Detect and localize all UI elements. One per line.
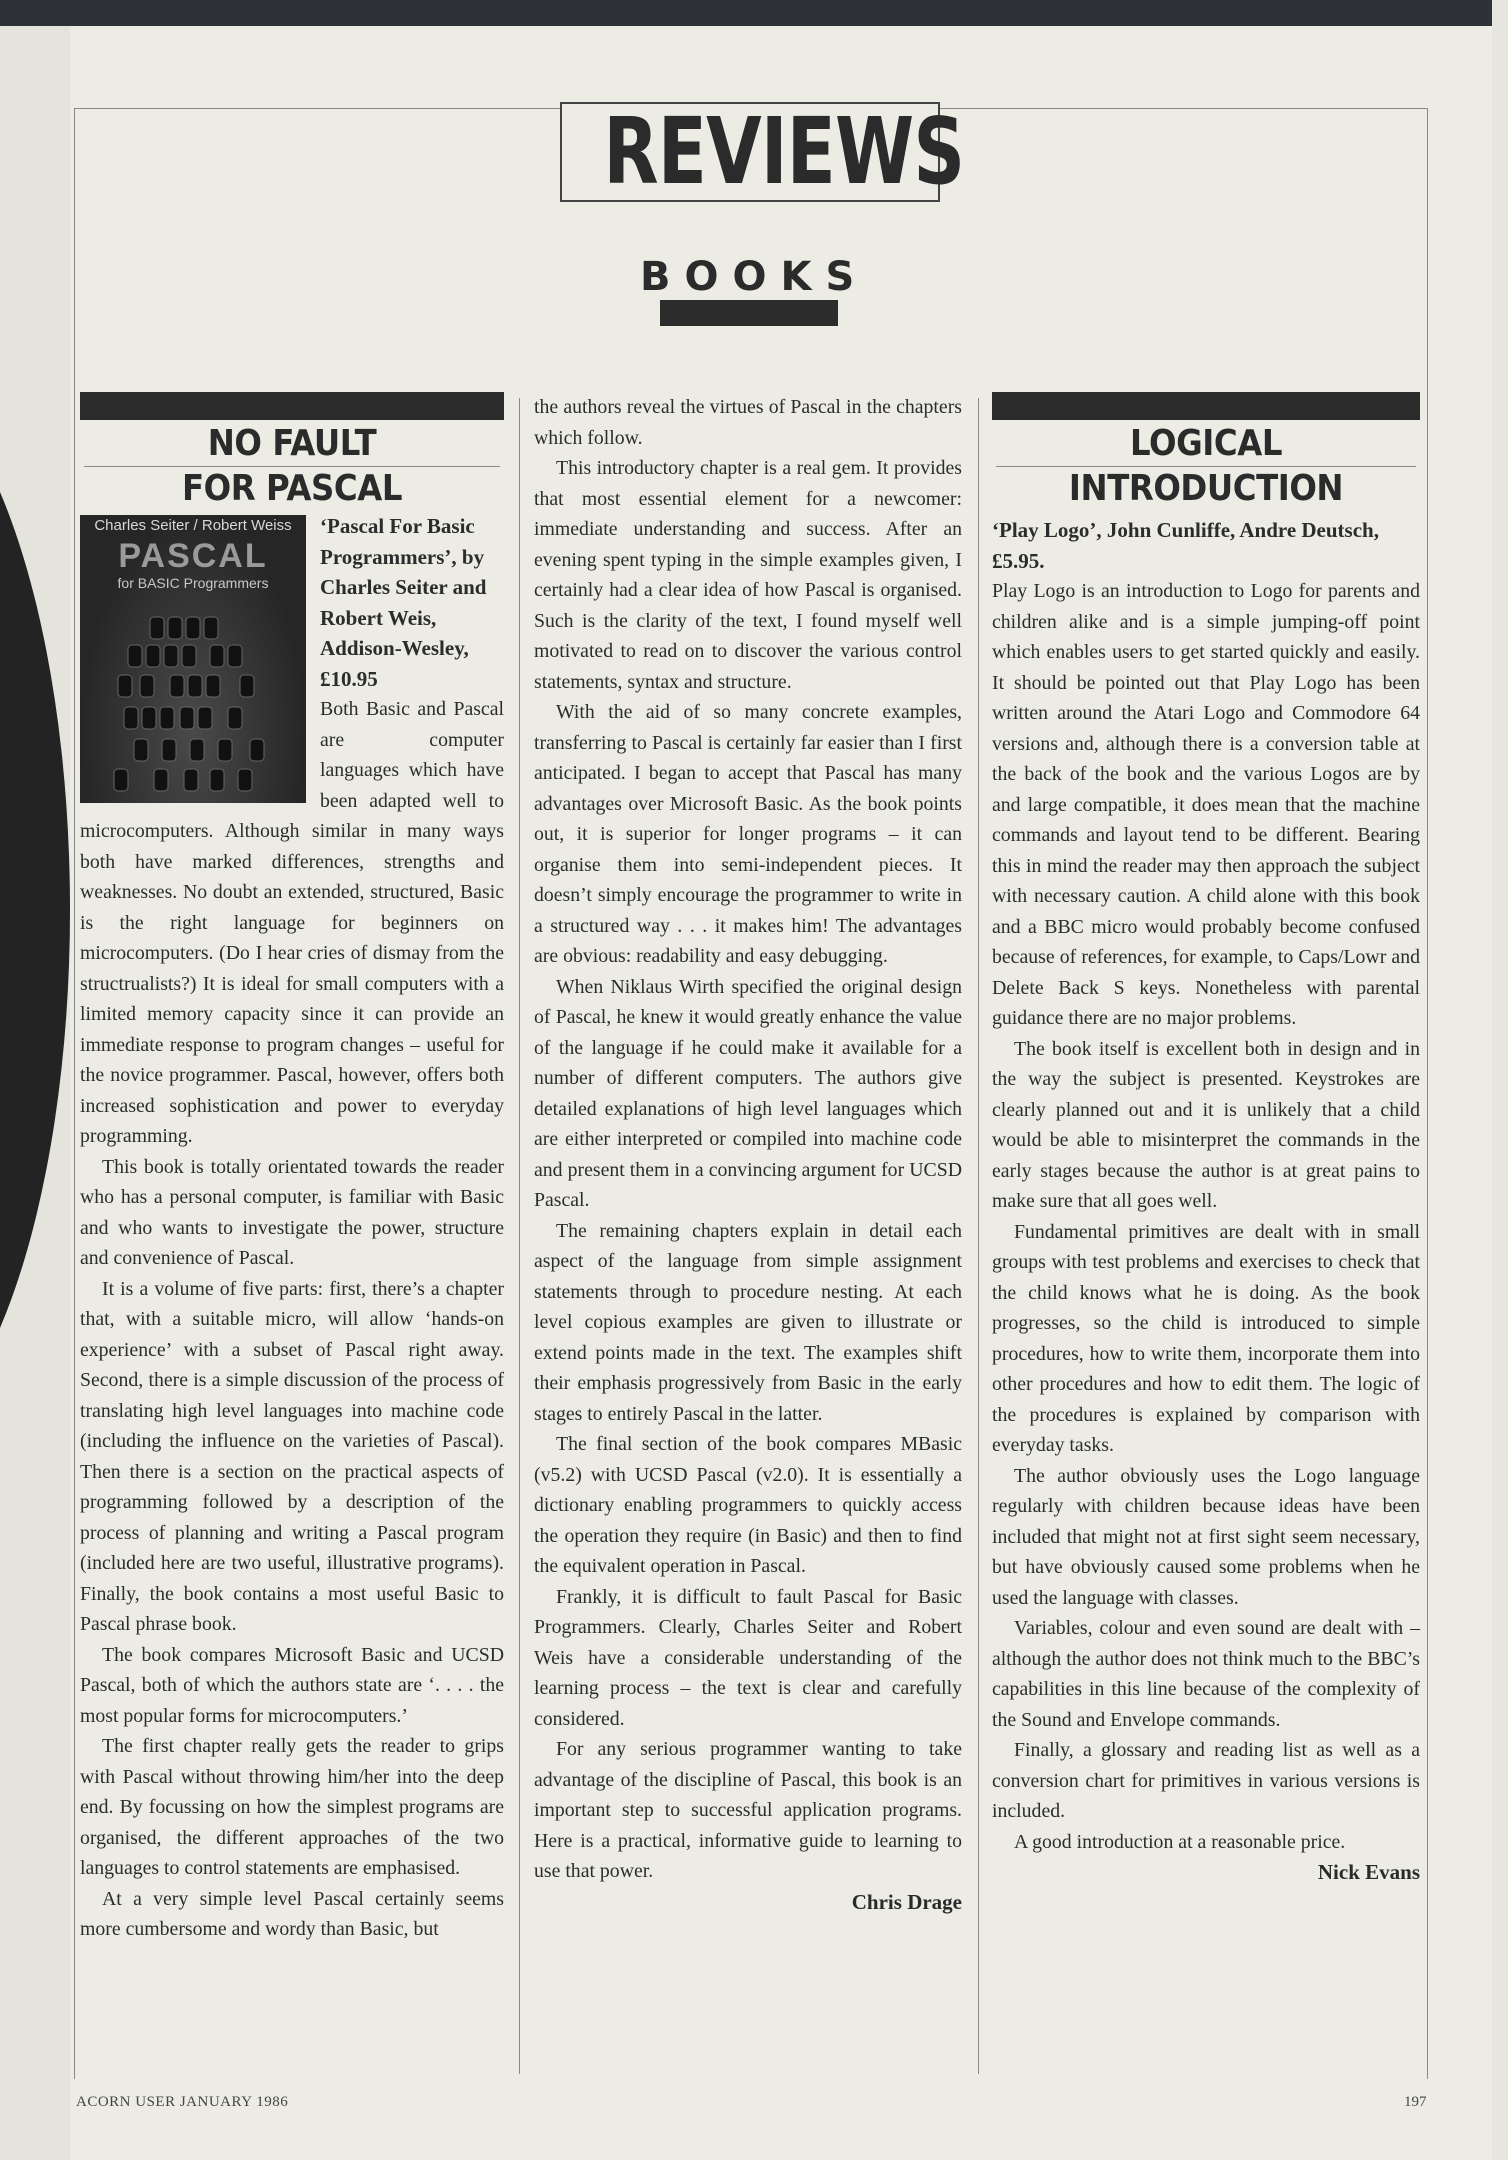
article-paragraph: Play Logo is an introduction to Logo for parents and children alike and is a simple jumping-off point which enables users to get started quickly and easily. It should be pointed out that Play Logo has been written around the Atari Logo and Commodore 64 versions and, although there is a conversion table at the back of the book and the various Logos are by and large compatible, it does mean that the machine commands and layout tend to be different. Bearing this in mind the reader may then approach the subject with necessary caution. A child alone with this book and a BBC micro would probably become confused because of references, for example, to Caps/Lowr and Delete Back S keys. Nonetheless with parental guidance there are no major problems. — [992, 580, 1420, 1029]
headline-line-1: NO FAULT — [207, 423, 377, 464]
article-paragraph: Finally, a glossary and reading list as well as a conversion chart for primitives in various versions is included. — [992, 1739, 1420, 1822]
headline-bar — [80, 392, 504, 420]
column-2 — [534, 392, 962, 1917]
article-paragraph: When Niklaus Wirth specified the original design of Pascal, he knew it would greatly enhance the value of the language if he could make it available for a number of different computers. The authors give detailed explanations of high level languages which are either interpreted or compiled into machine code and present them in a convincing argument for UCSD Pascal. — [534, 975, 962, 1211]
author-signature: Chris Drage — [851, 1889, 962, 1914]
review-byline: ‘Play Logo’, John Cunliffe, Andre Deutsch, £5.95. — [992, 518, 1379, 573]
article-paragraph: The book itself is excellent both in design and in the way the subject is presented. Keystrokes are clearly planned out and it is unlikely that a child would be able to misinterpret the commands in the early stages because the author is at great pains to make sure that all goes well. — [992, 1037, 1420, 1212]
article-paragraph: For any serious programmer wanting to take advantage of the discipline of Pascal, this book is an important step to successful application programs. Here is a practical, informative guide to learning to use that power. — [534, 1738, 962, 1882]
article-paragraph: This book is totally orientated towards the reader who has a personal computer, is familiar with Basic and who wants to investigate the power, structure and convenience of Pascal. — [80, 1155, 504, 1269]
article-paragraph: It is a volume of five parts: first, there’s a chapter that, with a suitable micro, will allow ‘hands-on experience’ with a subset of Pascal right away. Second, there is a simple discussion of the process of translating high level languages into machine code (including the influence on the varieties of Pascal). Then there is a section on the practical aspects of programming followed by a description of the process of planning and writing a Pascal program (included here are two useful, illustrative programs). Finally, the book contains a most useful Basic to Pascal phrase book. — [80, 1277, 504, 1635]
scan-top-edge — [0, 0, 1508, 26]
headline-line-1: LOGICAL — [1129, 423, 1283, 464]
article-paragraph: The book compares Microsoft Basic and UCSD Pascal, both of which the authors state are ‘. . . . the most popular forms for microcomputers.’ — [80, 1643, 504, 1727]
article-paragraph: At a very simple level Pascal certainly seems more cumbersome and wordy than Basic, but — [80, 1887, 504, 1940]
column-1 — [80, 392, 504, 1945]
article-paragraph: The final section of the book compares MBasic (v5.2) with UCSD Pascal (v2.0). It is essentially a dictionary enabling programmers to quickly access the operation they require (in Basic) and then to find the equivalent operation in Pascal. — [534, 1433, 962, 1577]
article-paragraph: The first chapter really gets the reader to grips with Pascal without throwing him/her into the deep end. By focussing on how the simplest programs are organised, the different approaches of the two languages to control statements are emphasised. — [80, 1735, 504, 1879]
cover-subtitle: for BASIC Programmers — [117, 575, 269, 591]
article-paragraph: With the aid of so many concrete examples, transferring to Pascal is certainly far easier than I first anticipated. I began to accept that Pascal has many advantages over Microsoft Basic. As the book points out, it is superior for longer programs – it can organise them into semi-independent pieces. It doesn’t simply encourage the programmer to write in a structured way . . . it makes him! The advantages are obvious: readability and easy debugging. — [534, 701, 962, 967]
headline-line-2: INTRODUCTION — [1068, 468, 1344, 509]
masthead — [560, 98, 965, 205]
review-byline: ‘Pascal For Basic Programmers’, by Charles Seiter and Robert Weis, Addison-Wesley, £10.95 — [320, 514, 487, 691]
footer-publication: ACORN USER JANUARY 1986 — [76, 2094, 289, 2110]
article-paragraph: The author obviously uses the Logo language regularly with children because ideas have been included that might not at first sight seem necessary, but have obviously caused some problems when he used the language with classes. — [992, 1464, 1420, 1609]
section-bar — [660, 300, 838, 326]
headline-line-2: FOR PASCAL — [181, 468, 403, 509]
article-paragraph: Frankly, it is difficult to fault Pascal for Basic Programmers. Clearly, Charles Seiter and Robert Weis have a considerable understanding of the learning process – the text is clear and carefully considered. — [534, 1585, 962, 1730]
headline-bar — [992, 392, 1420, 420]
cover-authors: Charles Seiter / Robert Weiss — [94, 517, 292, 534]
author-signature: Nick Evans — [1317, 1860, 1420, 1884]
column-rule — [519, 398, 520, 2074]
masthead-title: REVIEWS — [603, 98, 965, 205]
page-number: 197 — [1404, 2094, 1427, 2110]
article-paragraph: Variables, colour and even sound are dealt with – although the author does not think much to the BBC’s capabilities in this line because of the complexity of the Sound and Envelope commands. — [992, 1617, 1420, 1731]
cover-title: PASCAL — [118, 537, 268, 575]
column-rule — [978, 398, 979, 2074]
article-paragraph: Fundamental primitives are dealt with in small groups with test problems and exercises to check that the child knows what he is doing. As the book progresses, so the child is introduced to simple procedures, how to write them, incorporate them into other procedures and how to edit them. The logic of the procedures is explained by comparison with everyday tasks. — [992, 1220, 1420, 1456]
section-label: BOOKS — [640, 254, 869, 300]
column-3 — [992, 392, 1420, 1887]
book-cover-image — [80, 515, 306, 803]
page-right-edge — [1492, 0, 1508, 2160]
cover-illustration — [110, 611, 290, 797]
article-paragraph: the authors reveal the virtues of Pascal in the chapters which follow. — [534, 396, 962, 449]
article-paragraph: A good introduction at a reasonable price. — [1014, 1830, 1346, 1853]
article-paragraph: Both Basic and Pascal are computer languages which have been adapted well to microcomputers. Although similar in many ways both have marked differences, strengths and weaknesses. No doubt an extended, structured, Basic is the right language for beginners on microcomputers. (Do I hear cries of dismay from the structrualists?) It is ideal for small computers with a limited memory capacity since it can provide an immediate response to program changes – useful for the novice programmer. Pascal, however, offers both increased sophistication and power to everyday programming. — [80, 698, 504, 1147]
article-paragraph: The remaining chapters explain in detail each aspect of the language from simple assignment statements through to procedure nesting. At each level copious examples are given to illustrate or extend points made in the text. The examples shift their emphasis progressively from Basic in the early stages to entirely Pascal in the latter. — [534, 1219, 962, 1425]
article-paragraph: This introductory chapter is a real gem. It provides that most essential element for a newcomer: immediate understanding and success. After an evening spent typing in the simple examples given, I certainly had a clear idea of how Pascal is organised. Such is the clarity of the text, I found myself well motivated to read on to discover the various control statements, syntax and structure. — [534, 457, 962, 693]
